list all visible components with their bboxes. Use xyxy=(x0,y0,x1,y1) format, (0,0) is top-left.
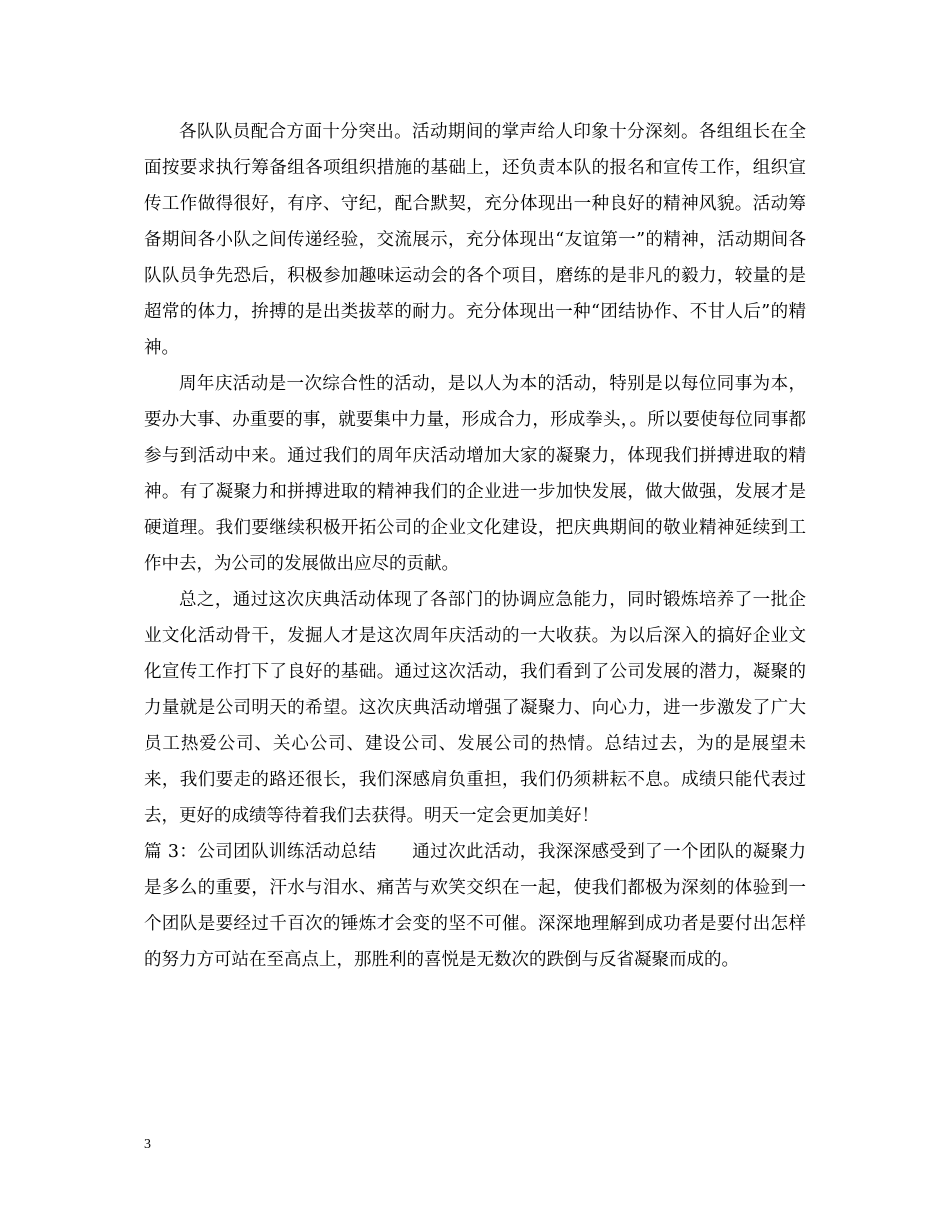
paragraph-conclusion: 总之，通过这次庆典活动体现了各部门的协调应急能力，同时锻炼培养了一批企业文化活动骨干，发掘人才是这次周年庆活动的一大收获。为以后深入的搞好企业文化宣传工作打下了良好的基础。通过这次活动，我们看到了公司发展的潜力，凝聚的力量就是公司明天的希望。这次庆典活动增强了凝聚力、向心力，进一步激发了广大员工热爱公司、关心公司、建设公司、发展公司的热情。总结过去，为的是展望未来，我们要走的路还很长，我们深感肩负重担，我们仍须耕耘不息。成绩只能代表过去，更好的成绩等待着我们去获得。明天一定会更加美好！ xyxy=(144,590,806,826)
paragraph-team-cooperation: 各队队员配合方面十分突出。活动期间的掌声给人印象十分深刻。各组组长在全面按要求执行筹备组各项组织措施的基础上，还负责本队的报名和宣传工作，组织宣传工作做得很好，有序、守纪，配合默契，充分体现出一种良好的精神风貌。活动筹备期间各小队之间传递经验，交流展示，充分体现出“友谊第一”的精神，活动期间各队队员争先恐后，积极参加趣味运动会的各个项目，磨练的是非凡的毅力，较量的是超常的体力，拚搏的是出类拔萃的耐力。充分体现出一种“团结协作、不甘人后”的精神。 xyxy=(144,122,806,358)
paragraph-section-3: 篇 3：公司团队训练活动总结 通过次此活动，我深深感受到了一个团队的凝聚力是多么的重要，汗水与泪水、痛苦与欢笑交织在一起，使我们都极为深刻的体验到一个团队是要经过千百次的锤炼才会变的坚不可催。深深地理解到成功者是要付出怎样的努力方可站在至高点上，那胜利的喜悦是无数次的跌倒与反省凝聚而成的。 xyxy=(144,842,806,970)
page-number: 3 xyxy=(144,1137,151,1152)
document-body xyxy=(144,114,806,978)
paragraph-anniversary-activity: 周年庆活动是一次综合性的活动，是以人为本的活动，特别是以每位同事为本，要办大事、办重要的事，就要集中力量，形成合力，形成拳头，。所以要使每位同事都参与到活动中来。通过我们的周年庆活动增加大家的凝聚力，体现我们拼搏进取的精神。有了凝聚力和拼搏进取的精神我们的企业进一步加快发展，做大做强，发展才是硬道理。我们要继续积极开拓公司的企业文化建设，把庆典期间的敬业精神延续到工作中去，为公司的发展做出应尽的贡献。 xyxy=(144,374,806,574)
